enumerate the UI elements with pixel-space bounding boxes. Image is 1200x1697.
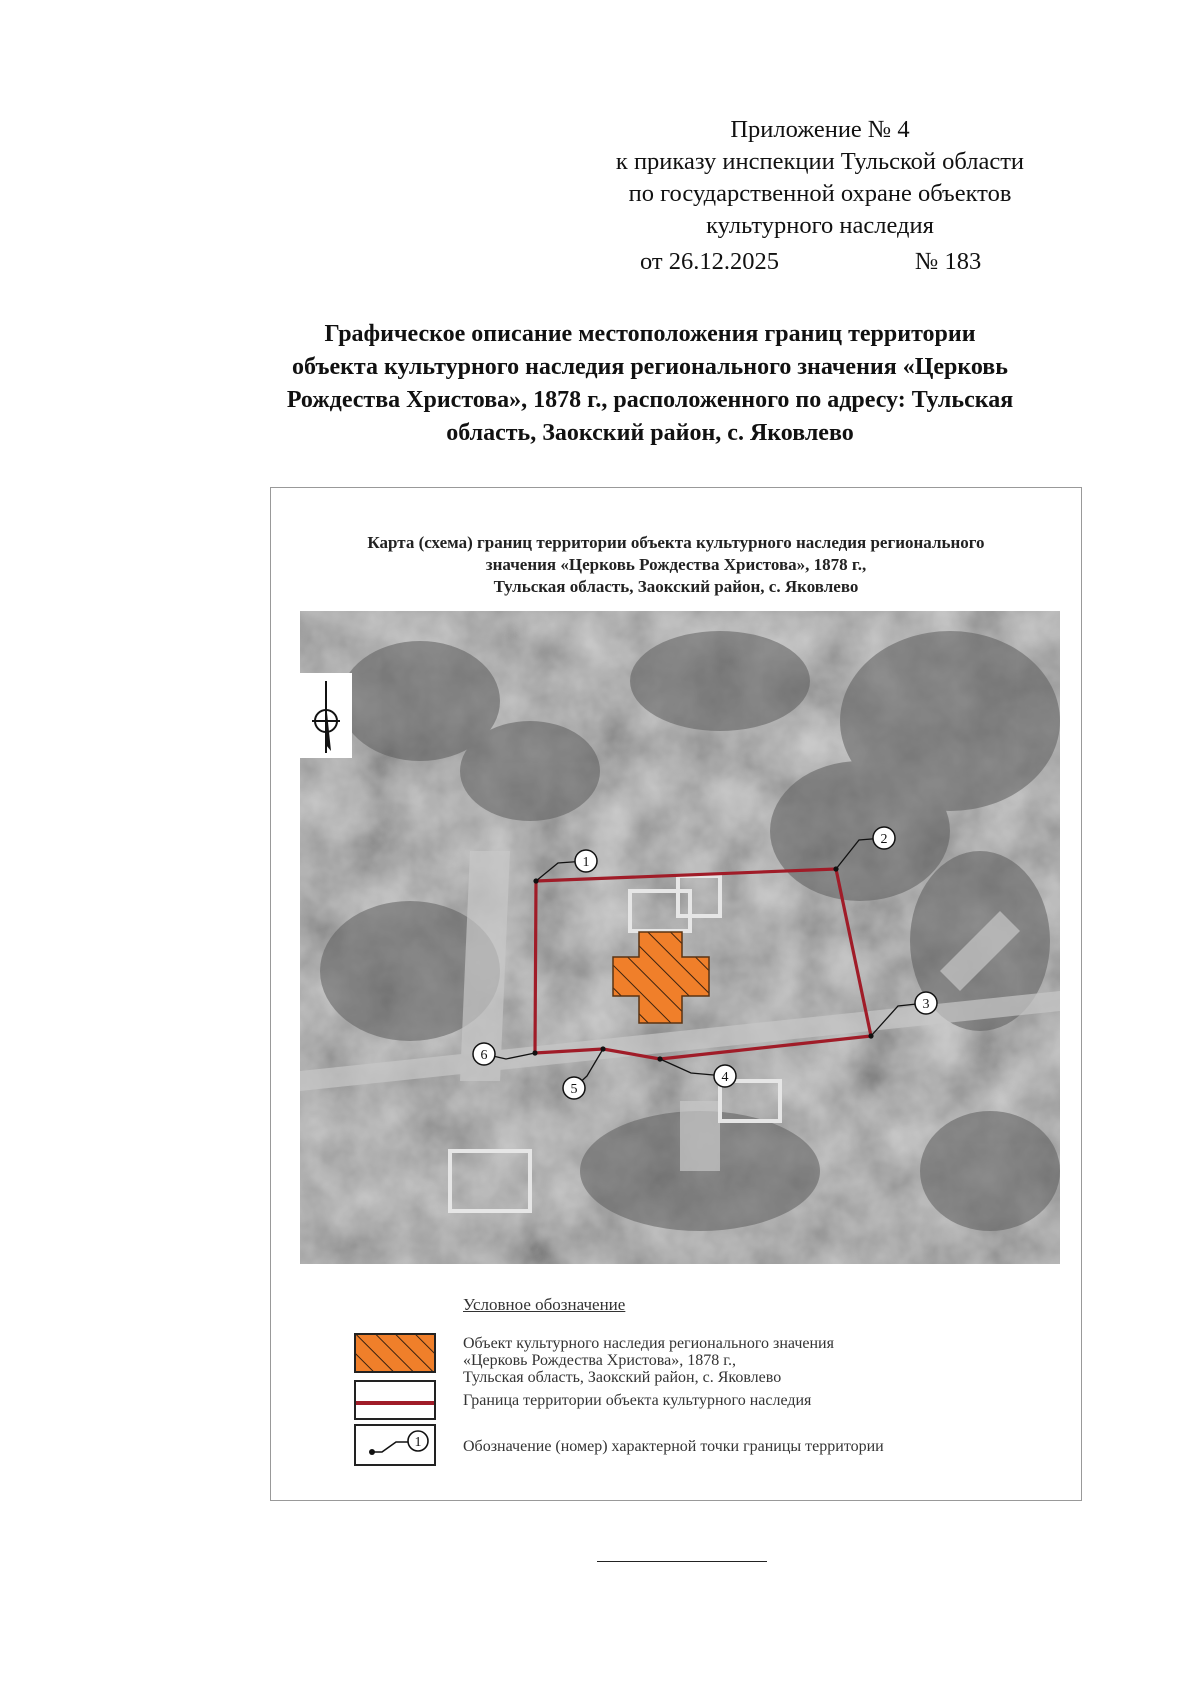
map-title-line: Карта (схема) границ территории объекта культурного наследия регионального — [367, 533, 985, 552]
document-title-line: область, Заокский район, с. Яковлево — [446, 420, 854, 446]
legend-swatch-point — [354, 1424, 436, 1466]
point-number-label: 6 — [480, 1048, 488, 1063]
appendix-order-ref: к приказу инспекции Тульской области — [615, 148, 1025, 175]
document-title-line: объекта культурного наследия регионального значения «Церковь — [292, 354, 1008, 380]
point-number-label: 5 — [570, 1082, 578, 1097]
point-number-label: 2 — [880, 832, 888, 847]
appendix-title: Приложение № 4 — [730, 116, 910, 143]
order-number: № 183 — [915, 248, 982, 275]
document-title-line: Рождества Христова», 1878 г., расположенного по адресу: Тульская — [286, 387, 1014, 413]
point-number-label: 4 — [721, 1070, 729, 1085]
legend-point-label: Обозначение (номер) характерной точки границы территории — [463, 1438, 884, 1455]
point-number-label: 3 — [922, 997, 930, 1012]
map-title-line: Тульская область, Заокский район, с. Яковлево — [493, 577, 859, 596]
map-figure — [270, 487, 1082, 1501]
legend-object-label: Объект культурного наследия регионального значения «Церковь Рождества Христова», 1878 г., Тульская область, Заокский район, с. Яковлево — [463, 1335, 834, 1386]
map-title-line: значения «Церковь Рождества Христова», 1878 г., — [485, 555, 867, 574]
appendix-order-ref-cont: по государственной охране объектов — [628, 180, 1012, 207]
document-title-line: Графическое описание местоположения границ территории — [324, 321, 976, 347]
footer-rule — [597, 1561, 767, 1562]
legend-boundary-label: Граница территории объекта культурного наследия — [463, 1392, 812, 1409]
point-number-label: 1 — [582, 855, 590, 870]
appendix-order-ref-end: культурного наследия — [706, 212, 934, 239]
heritage-object — [613, 932, 709, 1023]
legend-title: Условное обозначение — [463, 1295, 626, 1314]
order-date: от 26.12.2025 — [640, 248, 780, 275]
legend-swatch-object — [354, 1333, 436, 1373]
svg-text:1: 1 — [414, 1435, 422, 1450]
legend-swatch-boundary — [354, 1380, 436, 1420]
